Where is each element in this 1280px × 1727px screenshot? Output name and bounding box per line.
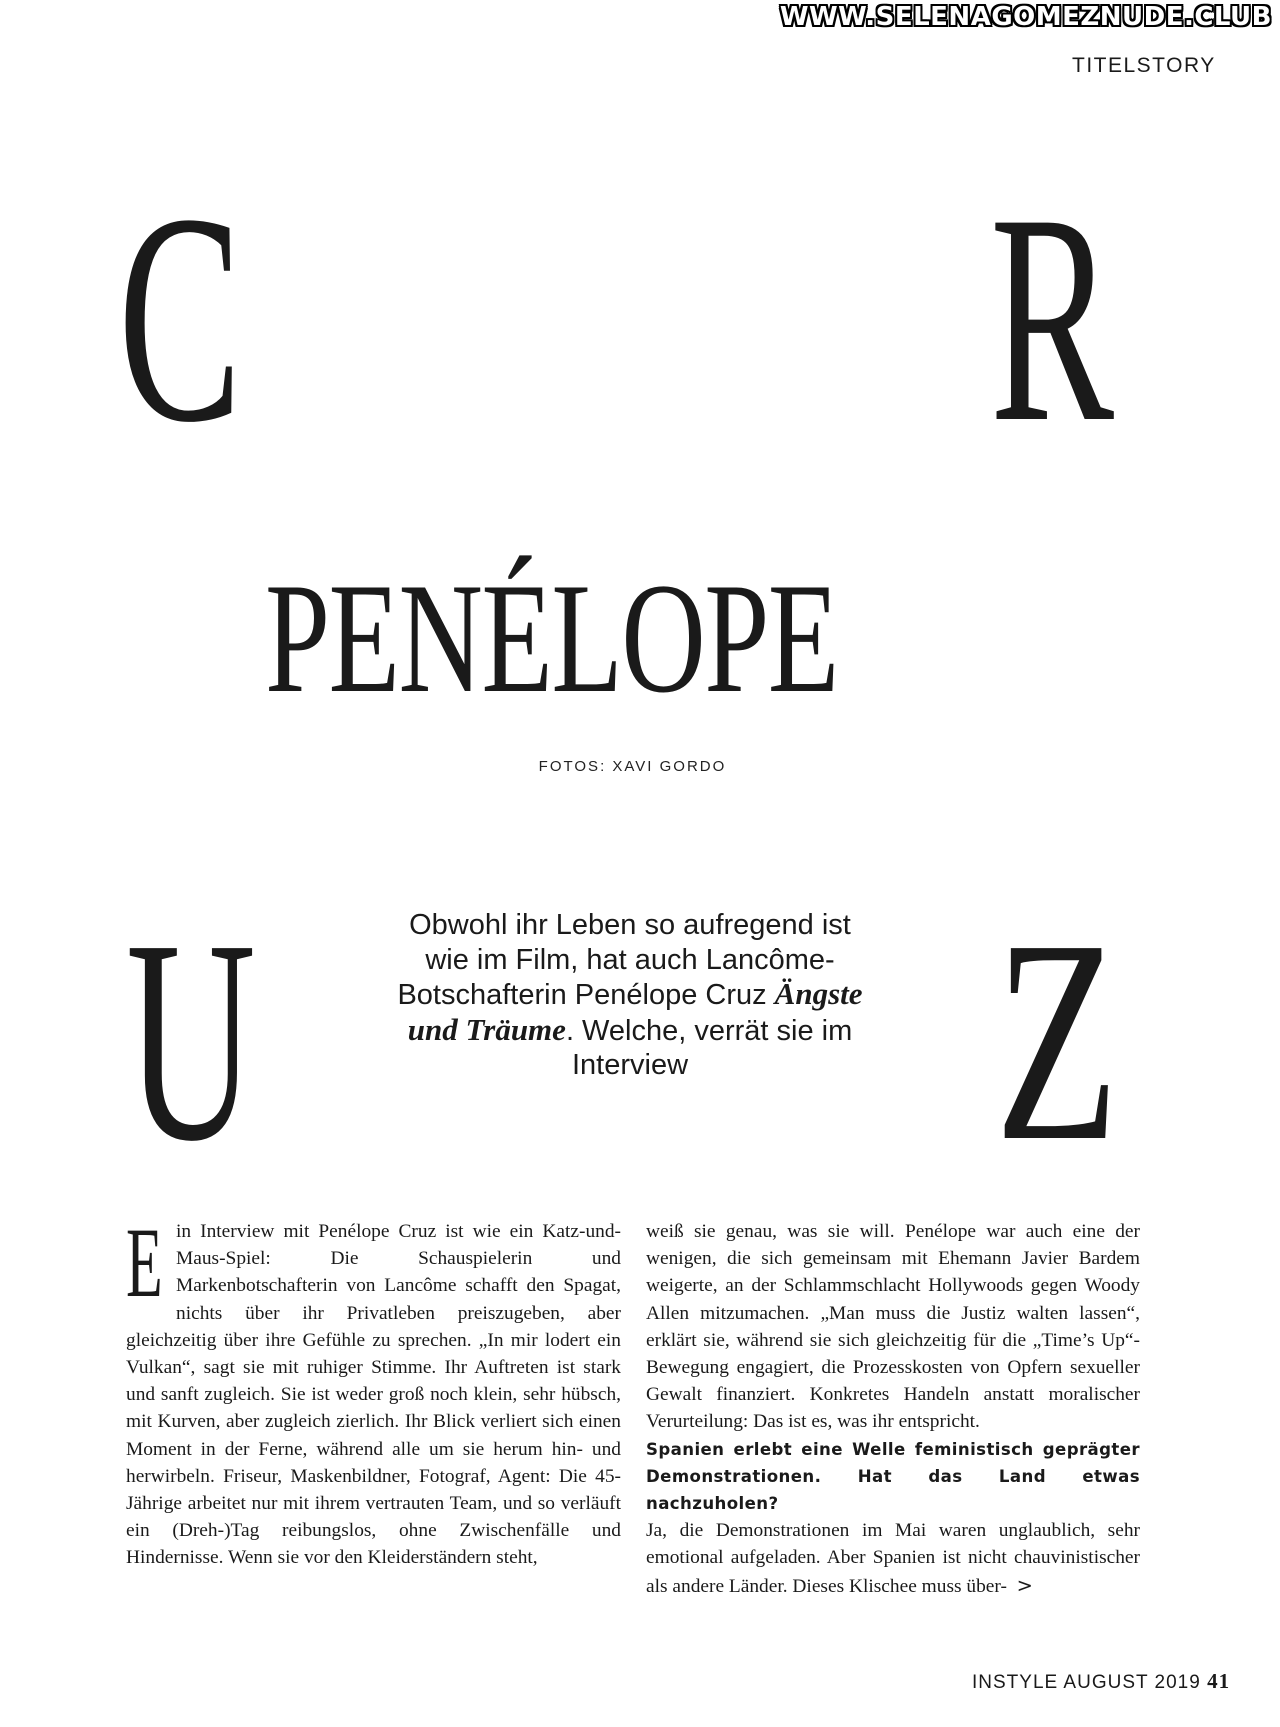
headline-first-name: PENÉLOPE: [265, 551, 838, 726]
drop-cap: E: [126, 1207, 163, 1318]
body-column-2-text: weiß sie genau, was sie will. Penélope war auch eine der wenigen, die sich gemeinsam mit Ehemann Javier Bardem weigerte, an der Schlammschlacht Hollywoods gegen Woody Allen mitzumachen. „Man muss die Justiz walten lassen“, erklärt sie, während sie sich gleichzeitig für die „Time’s Up“-Bewegung engagiert, die Prozesskosten von Opfern sexueller Gewalt finanziert. Konkretes Handeln anstatt moralischer Verurteilung: Das ist es, was ihr entspricht.: [646, 1221, 1140, 1433]
deck-part-2: . Welche, verrät sie im Interview: [565, 1014, 853, 1081]
footer-issue: INSTYLE AUGUST 2019: [972, 1672, 1201, 1693]
headline-letter-u: U: [126, 880, 256, 1201]
headline-letter-z: Z: [995, 880, 1120, 1201]
page-number: 41: [1207, 1669, 1231, 1693]
interview-answer: [646, 1517, 1140, 1600]
interview-question: Spanien erlebt eine Welle feministisch geprägter Demonstrationen. Hat das Land etwas nachzuholen?: [646, 1439, 1140, 1514]
continue-arrow-icon: >: [1016, 1573, 1033, 1597]
headline-letter-c: C: [118, 152, 243, 484]
page-footer: [972, 1669, 1230, 1694]
deck-part-1: Obwohl ihr Leben so aufregend ist wie im Film, hat auch Lancôme-Botschafterin Penélope Cruz: [397, 909, 851, 1011]
interview-answer-text: Ja, die Demonstrationen im Mai waren unglaublich, sehr emotional aufgeladen. Aber Spanien ist nicht chauvinistischer als andere Länder. Dieses Klischee muss über-: [646, 1520, 1140, 1597]
watermark-text: WWW.SELENAGOMEZNUDE.CLUB: [779, 2, 1272, 32]
body-column-2: [646, 1218, 1140, 1600]
photo-credit: FOTOS: XAVI GORDO: [538, 758, 727, 775]
deck-emphasis: Ängste und Träume: [407, 976, 863, 1047]
body-column-1: [126, 1207, 621, 1572]
deck-text: [390, 908, 870, 1083]
section-label: TITELSTORY: [1072, 54, 1216, 77]
headline-letter-r: R: [990, 152, 1115, 484]
body-column-1-text: in Interview mit Penélope Cruz ist wie ein Katz-und-Maus-Spiel: Die Schauspielerin und Markenbotschafterin von Lancôme schafft den Spagat, nichts über ihr Privatleben preiszugeben, aber gleichzeitig über ihre Gefühle zu sprechen. „In mir lodert ein Vulkan“, sagt sie mit ruhiger Stimme. Ihr Auftreten ist stark und sanft zugleich. Sie ist weder groß noch klein, sehr hübsch, mit Kurven, aber zugleich zierlich. Ihr Blick verliert sich einen Moment in der Ferne, während alle um sie herum hin- und herwirbeln. Friseur, Maskenbildner, Fotograf, Agent: Die 45-Jährige arbeitet nur mit ihrem vertrauten Team, und so verläuft ein (Dreh-)Tag reibungslos, ohne Zwischenfälle und Hindernisse. Wenn sie vor den Kleiderständern steht,: [126, 1221, 621, 1569]
